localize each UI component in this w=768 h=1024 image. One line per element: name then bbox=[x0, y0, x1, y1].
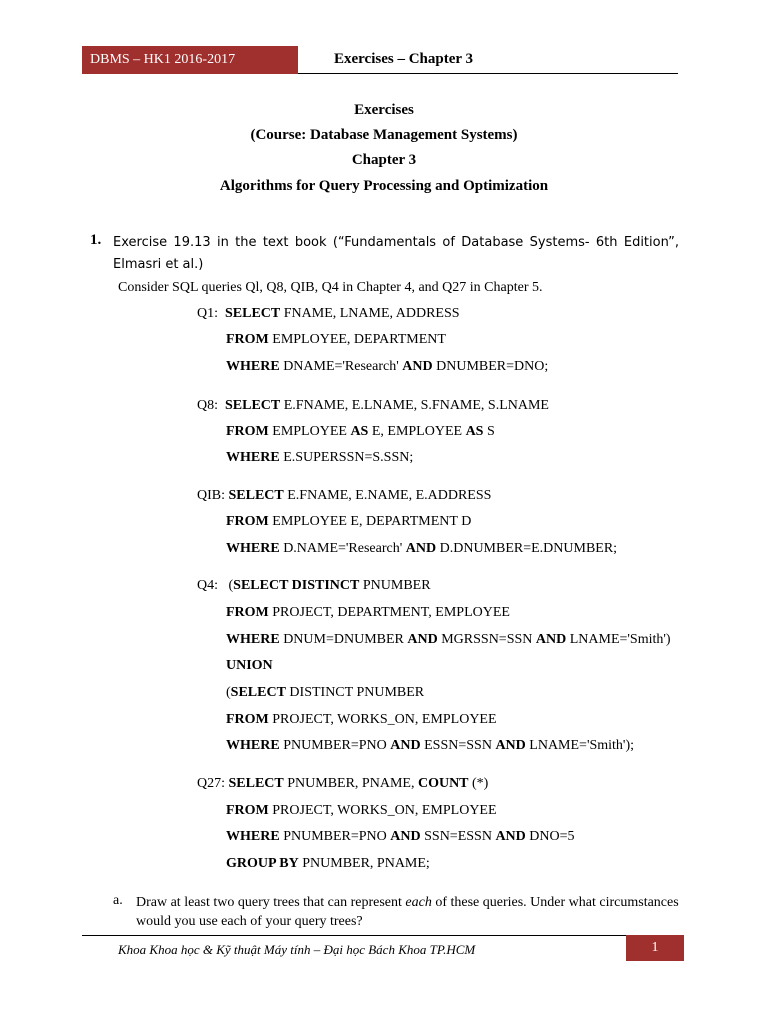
sql-keyword: FROM bbox=[226, 424, 269, 439]
sql-keyword: WHERE bbox=[226, 738, 280, 753]
part-a-label: a. bbox=[113, 893, 123, 908]
query-label: Q27: bbox=[197, 776, 225, 791]
query-qib-line3: WHERE D.NAME='Research' AND D.DNUMBER=E.DNUMBER; bbox=[226, 541, 618, 556]
query-q27-line2: FROM PROJECT, WORKS_ON, EMPLOYEE bbox=[226, 803, 497, 818]
query-q1-line2: FROM EMPLOYEE, DEPARTMENT bbox=[226, 332, 446, 347]
sql-keyword: UNION bbox=[226, 658, 273, 673]
query-q4-line5: (SELECT DISTINCT PNUMBER bbox=[226, 685, 425, 700]
header-title: Exercises – Chapter 3 bbox=[334, 51, 474, 67]
sql-keyword: SELECT bbox=[225, 306, 281, 321]
header-divider bbox=[298, 73, 678, 74]
query-q4-line4 bbox=[226, 658, 273, 674]
query-qib-line2: FROM EMPLOYEE E, DEPARTMENT D bbox=[226, 514, 472, 529]
query-q8-line1: Q8: SELECT E.FNAME, E.LNAME, S.FNAME, S.LNAME bbox=[197, 398, 549, 413]
sql-keyword: WHERE bbox=[226, 829, 280, 844]
query-q27-line4: GROUP BY PNUMBER, PNAME; bbox=[226, 856, 430, 871]
sql-keyword: FROM bbox=[226, 712, 269, 727]
page-number: 1 bbox=[626, 935, 684, 961]
doc-course: (Course: Database Management Systems) bbox=[250, 127, 518, 143]
query-label: QIB: bbox=[197, 488, 225, 503]
sql-keyword: FROM bbox=[226, 803, 269, 818]
query-q27-line1: Q27: SELECT PNUMBER, PNAME, COUNT (*) bbox=[197, 776, 489, 791]
part-a-text: Draw at least two query trees that can represent each of these queries. Under what circumstances would you use each of your query trees? bbox=[136, 895, 679, 929]
sql-keyword: GROUP BY bbox=[226, 856, 299, 871]
query-q4-line1: Q4: (SELECT DISTINCT PNUMBER bbox=[197, 578, 431, 593]
header-course-badge: DBMS – HK1 2016-2017 bbox=[82, 46, 298, 74]
sql-keyword: SELECT DISTINCT bbox=[233, 578, 360, 593]
doc-chapter: Chapter 3 bbox=[351, 152, 417, 168]
query-label: Q1: bbox=[197, 306, 218, 321]
query-q27-line3: WHERE PNUMBER=PNO AND SSN=ESSN AND DNO=5 bbox=[226, 829, 575, 844]
sql-keyword: WHERE bbox=[226, 450, 280, 465]
query-q8-line2: FROM EMPLOYEE AS E, EMPLOYEE AS S bbox=[226, 424, 495, 439]
query-label: Q4: bbox=[197, 578, 218, 593]
query-q4-line7: WHERE PNUMBER=PNO AND ESSN=SSN AND LNAME='Smith'); bbox=[226, 738, 635, 753]
emphasis: each bbox=[405, 895, 432, 910]
exercise-intro: Consider SQL queries Ql, Q8, QIB, Q4 in Chapter 4, and Q27 in Chapter 5. bbox=[118, 280, 543, 295]
query-label: Q8: bbox=[197, 398, 218, 413]
query-q4-line2: FROM PROJECT, DEPARTMENT, EMPLOYEE bbox=[226, 605, 510, 620]
sql-keyword: FROM bbox=[226, 332, 269, 347]
footer-divider bbox=[82, 935, 626, 936]
sql-keyword: SELECT bbox=[228, 488, 284, 503]
sql-keyword: SELECT bbox=[225, 398, 281, 413]
sql-keyword: WHERE bbox=[226, 632, 280, 647]
exercise-text: Exercise 19.13 in the text book (“Fundamentals of Database Systems- 6th Edition”, Elmasri et al.) bbox=[113, 235, 679, 272]
sql-keyword: WHERE bbox=[226, 541, 280, 556]
query-q4-line6: FROM PROJECT, WORKS_ON, EMPLOYEE bbox=[226, 712, 497, 727]
sql-keyword: FROM bbox=[226, 605, 269, 620]
sql-keyword: FROM bbox=[226, 514, 269, 529]
exercise-number: 1. bbox=[90, 232, 102, 248]
query-q4-line3: WHERE DNUM=DNUMBER AND MGRSSN=SSN AND LNAME='Smith') bbox=[226, 632, 671, 647]
query-q1-line3: WHERE DNAME='Research' AND DNUMBER=DNO; bbox=[226, 359, 549, 374]
query-q8-line3: WHERE E.SUPERSSN=S.SSN; bbox=[226, 450, 414, 465]
query-qib-line1: QIB: SELECT E.FNAME, E.NAME, E.ADDRESS bbox=[197, 488, 492, 503]
doc-title: Exercises bbox=[354, 102, 414, 118]
query-q1-line1: Q1: SELECT FNAME, LNAME, ADDRESS bbox=[197, 306, 460, 321]
sql-keyword: SELECT bbox=[230, 685, 286, 700]
sql-keyword: WHERE bbox=[226, 359, 280, 374]
sql-keyword: SELECT bbox=[228, 776, 284, 791]
footer-text: Khoa Khoa học & Kỹ thuật Máy tính – Đại học Bách Khoa TP.HCM bbox=[118, 942, 476, 957]
doc-topic: Algorithms for Query Processing and Optimization bbox=[219, 178, 549, 194]
